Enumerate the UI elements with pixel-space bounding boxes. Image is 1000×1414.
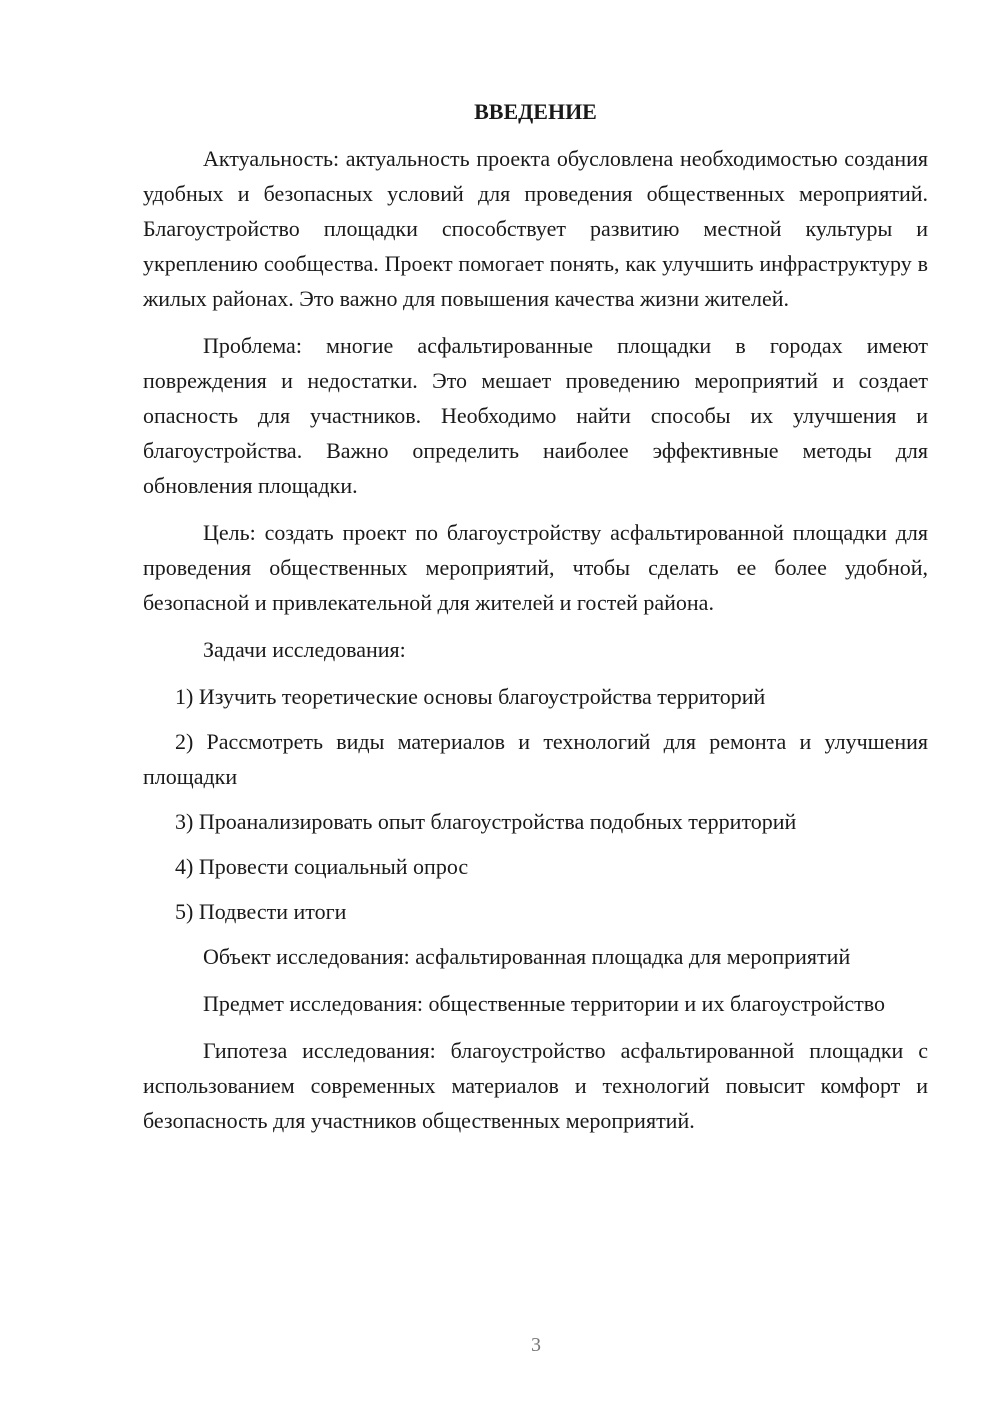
task-item-3: 3) Проанализировать опыт благоустройства подобных территорий [175, 809, 797, 834]
problem-paragraph: Проблема: многие асфальтированные площадки в городах имеют повреждения и недостатки. Это мешает проведению мероприятий и создает опасность для участников. Необходимо найти способы их улучшения и благоустройства. Важно определить наиболее эффективные методы для обновления площадки. [143, 333, 928, 498]
task-item-5: 5) Подвести итоги [175, 899, 347, 924]
task-item-2: 2) Рассмотреть виды материалов и технологий для ремонта и улучшения площадки [143, 729, 928, 789]
object-paragraph: Объект исследования: асфальтированная площадка для мероприятий [203, 944, 851, 969]
subject-paragraph: Предмет исследования: общественные территории и их благоустройство [203, 991, 886, 1016]
task-item-4: 4) Провести социальный опрос [175, 854, 469, 879]
relevance-paragraph: Актуальность: актуальность проекта обусловлена необходимостью создания удобных и безопасных условий для проведения общественных мероприятий. Благоустройство площадки способствует развитию местной культуры и укреплению сообщества. Проект помогает понять, как улучшить инфраструктуру в жилых районах. Это важно для повышения качества жизни жителей. [143, 146, 928, 311]
document-page [143, 94, 928, 1150]
hypothesis-paragraph: Гипотеза исследования: благоустройство асфальтированной площадки с использованием современных материалов и технологий повысит комфорт и безопасность для участников общественных мероприятий. [143, 1038, 928, 1133]
goal-paragraph: Цель: создать проект по благоустройству асфальтированной площадки для проведения общественных мероприятий, чтобы сделать ее более удобной, безопасной и привлекательной для жителей и гостей района. [143, 520, 928, 615]
document-title: ВВЕДЕНИЕ [474, 99, 597, 124]
page-number: 3 [531, 1334, 541, 1356]
tasks-heading: Задачи исследования: [203, 637, 406, 662]
task-item-1: 1) Изучить теоретические основы благоустройства территорий [175, 684, 766, 709]
